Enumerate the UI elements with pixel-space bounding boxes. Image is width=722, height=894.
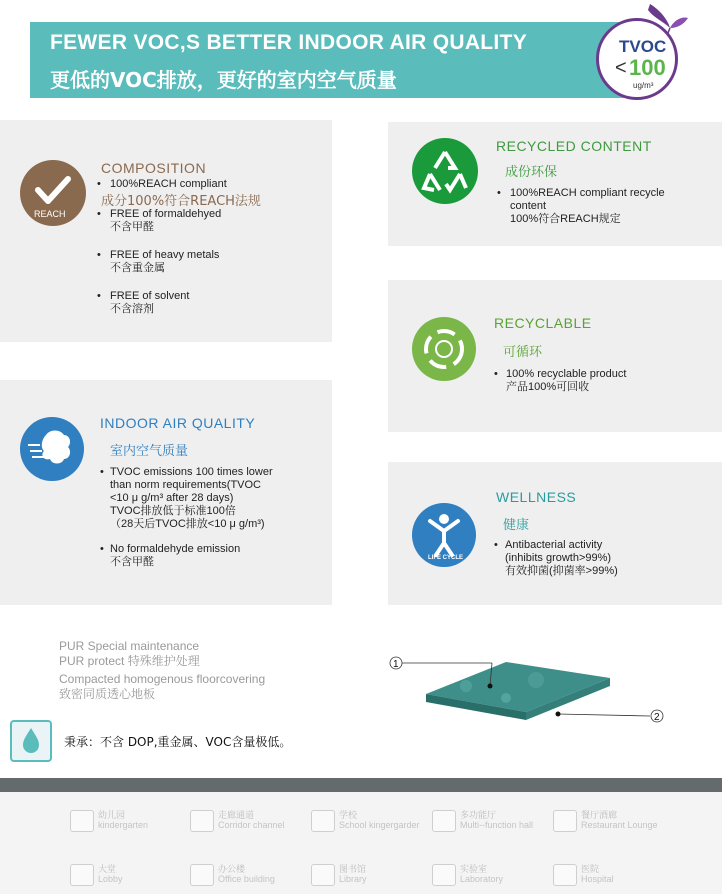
air-cloud-icon: [20, 417, 84, 481]
tvoc-unit: ug/m³: [633, 81, 654, 90]
maintenance-l4: 致密同质透心地板: [59, 687, 156, 701]
indoor-air-heading-cn: 室内空气质量: [110, 444, 189, 459]
recycled-l1: 100%REACH compliant recycle: [510, 187, 665, 199]
commitment-text: 秉承：不含 DOP,重金属、VOC含量极低。: [64, 735, 292, 749]
composition-b4: FREE of solvent: [110, 290, 190, 302]
wellness-l3: 有效抑菌(抑菌率>99%): [505, 565, 618, 577]
composition-panel: [0, 120, 332, 342]
library-icon: [311, 864, 335, 886]
footer-item-label-en: Laboratory: [460, 874, 504, 884]
footer-item-label-en: Corridor channel: [218, 820, 285, 830]
recyclable-l2: 产品100%可回收: [506, 381, 590, 393]
footer-item-label-cn: 办公楼: [218, 865, 246, 875]
recycled-l3: 100%符合REACH规定: [510, 213, 621, 225]
composition-b3: FREE of heavy metals: [110, 249, 220, 261]
recyclable-heading: RECYCLABLE: [494, 315, 592, 331]
footer-item-label-en: Lobby: [98, 874, 123, 884]
bullet-dot: •: [100, 543, 104, 555]
less-than-symbol: <: [615, 57, 627, 79]
composition-b1: 100%REACH compliant: [110, 178, 227, 190]
footer-item-label-cn: 幼儿园: [98, 811, 126, 821]
laboratory-icon: [432, 864, 456, 886]
indoor-air-l2: than norm requirements(TVOC: [110, 479, 261, 491]
composition-b3-cn: 不含重金属: [110, 262, 165, 274]
footer-divider-bar: [0, 778, 722, 792]
wellness-heading: WELLNESS: [496, 489, 577, 505]
life-cycle-label: LIFE CYCLE: [428, 555, 464, 561]
maintenance-l1: PUR Special maintenance: [59, 639, 200, 653]
footer-item-label-cn: 大堂: [98, 865, 117, 875]
indoor-air-b2: No formaldehyde emission: [110, 543, 241, 555]
tvoc-value: 100: [629, 55, 666, 80]
kindergarten-icon: [70, 810, 94, 832]
life-cycle-person-icon: [412, 503, 476, 567]
footer-item-label-cn: 实验室: [460, 865, 488, 875]
recycled-heading-cn: 成份环保: [505, 165, 558, 180]
banner-subtitle: 更低的VOC排放，更好的室内空气质量: [50, 68, 397, 92]
footer-item-label-cn: 图书馆: [339, 865, 367, 875]
maintenance-l2: PUR protect 特殊维护处理: [59, 654, 200, 668]
maintenance-l3: Compacted homogenous floorcovering: [59, 672, 266, 686]
bullet-dot: •: [97, 249, 101, 261]
bullet-dot: •: [494, 539, 498, 551]
indoor-air-b2-cn: 不含甲醛: [110, 556, 154, 568]
footer-item-label-cn: 走廊通道: [218, 811, 255, 821]
bullet-dot: •: [494, 368, 498, 380]
footer-item-label-en: Hospital: [581, 874, 614, 884]
banner-title: FEWER VOC,S BETTER INDOOR AIR QUALITY: [50, 31, 527, 54]
recycled-l2: content: [510, 200, 547, 212]
indoor-air-heading: INDOOR AIR QUALITY: [100, 415, 256, 431]
footer-item-label-en: Multi--function hall: [460, 820, 534, 830]
indoor-air-l1: TVOC emissions 100 times lower: [110, 466, 273, 478]
indoor-air-l3: <10 μ g/m³ after 28 days): [110, 492, 234, 504]
footer-item-label-en: School kingergarder: [339, 820, 420, 830]
composition-b2-cn: 不含甲醛: [110, 221, 154, 233]
footer-item-label-cn: 学校: [339, 811, 358, 821]
restaurant-icon: [553, 810, 577, 832]
reach-check-icon: [20, 160, 86, 226]
footer-item-label-cn: 医院: [581, 865, 600, 875]
bullet-dot: •: [97, 290, 101, 302]
bullet-dot: •: [97, 178, 101, 190]
bullet-dot: •: [100, 466, 104, 478]
indoor-air-l5: （28天后TVOC排放<10 μ g/m³): [110, 518, 265, 530]
office-icon: [190, 864, 214, 886]
recycled-heading: RECYCLED CONTENT: [496, 138, 652, 154]
school-icon: [311, 810, 335, 832]
composition-b4-cn: 不含溶剂: [110, 303, 154, 315]
tvoc-badge: [596, 18, 678, 100]
recyclable-heading-cn: 可循环: [503, 345, 543, 360]
corridor-icon: [190, 810, 214, 832]
tvoc-label: TVOC: [619, 37, 667, 56]
footer-item-label-en: Library: [339, 874, 367, 884]
composition-b2: FREE of formaldehyed: [110, 208, 222, 220]
footer-item-label-cn: 多功能厅: [460, 811, 497, 821]
diagram-marker-2: 2: [654, 712, 660, 723]
wellness-l2: (inhibits growth>99%): [505, 552, 612, 564]
floor-layer-diagram: [386, 648, 696, 732]
footer-item-label-cn: 餐厅酒廊: [581, 811, 618, 821]
reach-icon-label: REACH: [34, 209, 66, 219]
composition-b1-cn: 成分100%符合REACH法规: [101, 194, 261, 209]
wellness-heading-cn: 健康: [503, 518, 530, 533]
circular-arrows-icon: [412, 317, 476, 381]
bullet-dot: •: [497, 187, 501, 199]
water-drop-icon: [10, 720, 52, 762]
composition-heading: COMPOSITION: [101, 160, 207, 176]
lobby-icon: [70, 864, 94, 886]
wellness-l1: Antibacterial activity: [505, 539, 603, 551]
indoor-air-l4: TVOC排放低于标准100倍: [110, 505, 236, 517]
hospital-icon: [553, 864, 577, 886]
footer-item-label-en: kindergarten: [98, 820, 149, 830]
diagram-marker-1: 1: [393, 659, 399, 670]
footer-item-label-en: Restaurant Lounge: [581, 820, 658, 830]
multifunction-hall-icon: [432, 810, 456, 832]
recyclable-l1: 100% recyclable product: [506, 368, 627, 380]
bullet-dot: •: [97, 208, 101, 220]
footer-item-label-en: Office building: [218, 874, 275, 884]
recycle-symbol-icon: [412, 138, 478, 204]
